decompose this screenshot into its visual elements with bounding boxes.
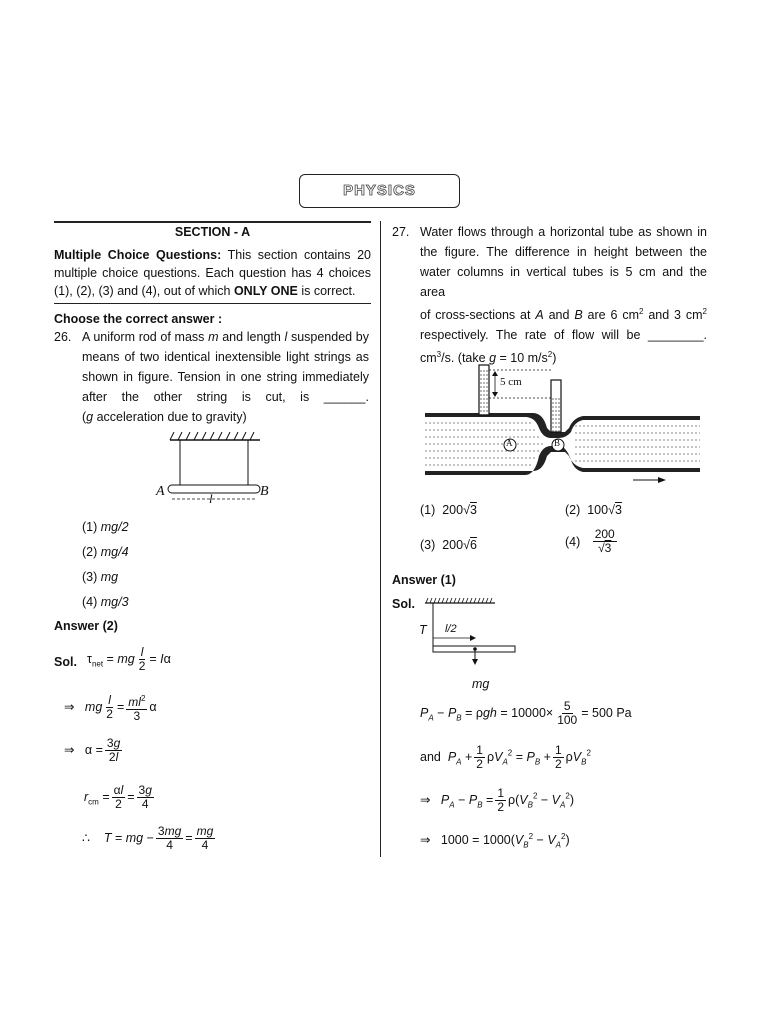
tube-figure — [425, 360, 700, 488]
q26-number: 26. — [54, 330, 72, 344]
q26-opt3-num: (3) — [82, 570, 98, 584]
choose-heading: Choose the correct answer : — [54, 312, 223, 326]
q27-number: 27. — [392, 225, 410, 239]
instructions-label: Multiple Choice Questions: — [54, 248, 222, 262]
q27-sol-eq3: ⇒ $P_A - P_B$ = $\frac{1}{2}$ $\rho(V_B^2 - V_A^2)$ — [420, 786, 574, 814]
q26-t4: after the other string is cut, is ______. — [82, 390, 369, 404]
q26-sol-eq2: ⇒ mg $\frac{l}{2}$ = $\frac{ml^2}{3}$ α — [64, 693, 157, 723]
q27-sol-label: Sol. — [392, 597, 415, 611]
q27-opt4-rad: 3 — [604, 541, 612, 555]
q26-opt2-num: (2) — [82, 545, 98, 559]
q27-sol-half-length: l/2 — [445, 623, 457, 635]
section-title: SECTION - A — [174, 225, 251, 239]
q27-opt3-num: (3) — [420, 538, 436, 552]
q27-opt4-val: 200 — [594, 527, 615, 541]
q26-t5a: ( — [82, 410, 87, 424]
q27-opt4: (4) $\frac{200}{√3}$ — [565, 527, 615, 555]
q27-sol-weight: mg — [472, 677, 490, 691]
q27-t6d: = 10 m/s — [496, 351, 548, 366]
q26-opt3: mg — [100, 570, 119, 584]
q27-t4e: are 6 cm — [582, 308, 639, 323]
q27-t5: respectively. The rate of flow will be ________. — [420, 328, 707, 343]
q27-text: Water flows through a horizontal tube as shown in the figure. The difference in height between the water columns in vertical tubes is 5 cm and the area of cross-sections at A and B are 6 $cm^2$ and 3 $cm^2$ respectively. The rate of flow will be ________. $cm^3/s$. (take g = 10 $m/s^2$) — [420, 222, 707, 368]
q27-opt1-val: 200 — [442, 503, 464, 517]
q27-t6e: ) — [552, 351, 557, 366]
rod-label-l: l — [209, 491, 213, 506]
q26-t2: means of two identical inextensible light strings as — [82, 350, 369, 364]
q26-answer: Answer (2) — [54, 619, 118, 633]
q26-opt1-num: (1) — [82, 520, 98, 534]
q27-t4a: of cross-sections at — [420, 308, 536, 323]
q26-options — [82, 517, 129, 617]
q26-t1b: m — [208, 330, 219, 344]
q27-opt2-val: 100 — [587, 503, 609, 517]
q26-t3: shown in figure. Tension in one string immediately — [82, 370, 369, 384]
q27-t6c: g — [489, 351, 497, 366]
q26-t1a: A uniform rod of mass — [82, 330, 209, 344]
q27-opt2-rad: 3 — [614, 503, 622, 517]
instructions-only-one: ONLY ONE — [233, 284, 298, 298]
q27-opt1-rad: 3 — [469, 503, 477, 517]
q27-sol-tension: T — [419, 623, 427, 637]
tube-label-a: A — [506, 438, 513, 448]
subject-header — [299, 174, 460, 208]
q26-sol-eq5: ∴ T = mg − $\frac{3mg}{4}$ = $\frac{mg}{4}$ — [82, 824, 214, 852]
q27-sol-eq1: $P_A - P_B = \rho gh = 10000\times$ $\frac{5}{100}$ = 500 Pa — [420, 699, 632, 727]
q27-t6b: /s. (take — [441, 351, 490, 366]
q26-sol-eq1: $\tau_{net}$ = mg $\frac{l}{2}$ = Iα — [87, 645, 171, 673]
instructions-text-3c: is correct. — [297, 284, 356, 298]
tube-label-b: B — [554, 438, 561, 448]
q27-t4d: B — [574, 308, 583, 323]
q27-answer: Answer (1) — [392, 573, 456, 587]
q26-opt4-num: (4) — [82, 595, 98, 609]
rod-label-b: B — [260, 484, 269, 499]
q27-t6a: cm — [420, 351, 437, 366]
q27-opt3-val: 200 — [442, 538, 464, 552]
q27-opt2: (2) 100√3 — [565, 503, 622, 517]
instructions-text-2: multiple choice questions. Each question has 4 choices — [54, 266, 371, 280]
q26-sol-eq3: ⇒ α = $\frac{3g}{2l}$ — [64, 736, 121, 764]
subject-title: PHYSICS — [343, 182, 416, 199]
q27-opt4-num: (4) — [565, 534, 581, 549]
q26-t1e: suspended by — [287, 330, 369, 344]
q27-t3: water columns in vertical tubes is 5 cm and the area — [420, 265, 707, 299]
tube-height-label: 5 cm — [500, 376, 522, 388]
rod-label-a: A — [156, 484, 165, 499]
q26-t5c: acceleration due to gravity) — [93, 410, 247, 424]
q27-t2: the figure. The difference in height between the — [420, 245, 707, 259]
q27-opt2-num: (2) — [565, 503, 581, 517]
q26-opt2: mg/4 — [100, 545, 129, 559]
q26-text — [82, 327, 369, 427]
q26-sol-label: Sol. — [54, 655, 77, 669]
q27-t1: Water flows through a horizontal tube as shown in — [420, 225, 707, 239]
q26-t5b: g — [86, 410, 94, 424]
instructions-text-3a: (1), (2), (3) and (4), out of which — [54, 284, 234, 298]
q26-opt1: mg/2 — [100, 520, 129, 534]
q27-sol-eq2: and $P_A$ + $\frac{1}{2}$ $\rho V_A^2 = P_B$ + $\frac{1}{2}$ $\rho V_B^2$ — [420, 743, 591, 771]
q27-t4f: and 3 cm — [643, 308, 703, 323]
q27-t4b: A — [535, 308, 544, 323]
q26-sol-eq4: $r_{cm}$ = $\frac{\alpha l}{2}$ = $\frac{3g}{4}$ — [84, 783, 152, 811]
q27-opt1: (1) 200√3 — [420, 503, 477, 517]
instructions-rule — [54, 303, 371, 304]
q26-opt4: mg/3 — [100, 595, 129, 609]
q27-sol-figure — [420, 596, 520, 666]
q26-t1c: and length — [218, 330, 285, 344]
q27-opt3: (3) 200√6 — [420, 538, 477, 552]
instructions-text-1: This section contains 20 — [221, 248, 371, 262]
column-divider — [380, 221, 381, 857]
q26-t1d: l — [284, 330, 288, 344]
q27-t4c: and — [543, 308, 575, 323]
q27-opt1-num: (1) — [420, 503, 436, 517]
instructions — [54, 246, 371, 300]
q27-sol-eq4: ⇒ $1000 = 1000(V_B^2 - V_A^2)$ — [420, 832, 570, 850]
q27-opt3-rad: 6 — [469, 538, 477, 552]
